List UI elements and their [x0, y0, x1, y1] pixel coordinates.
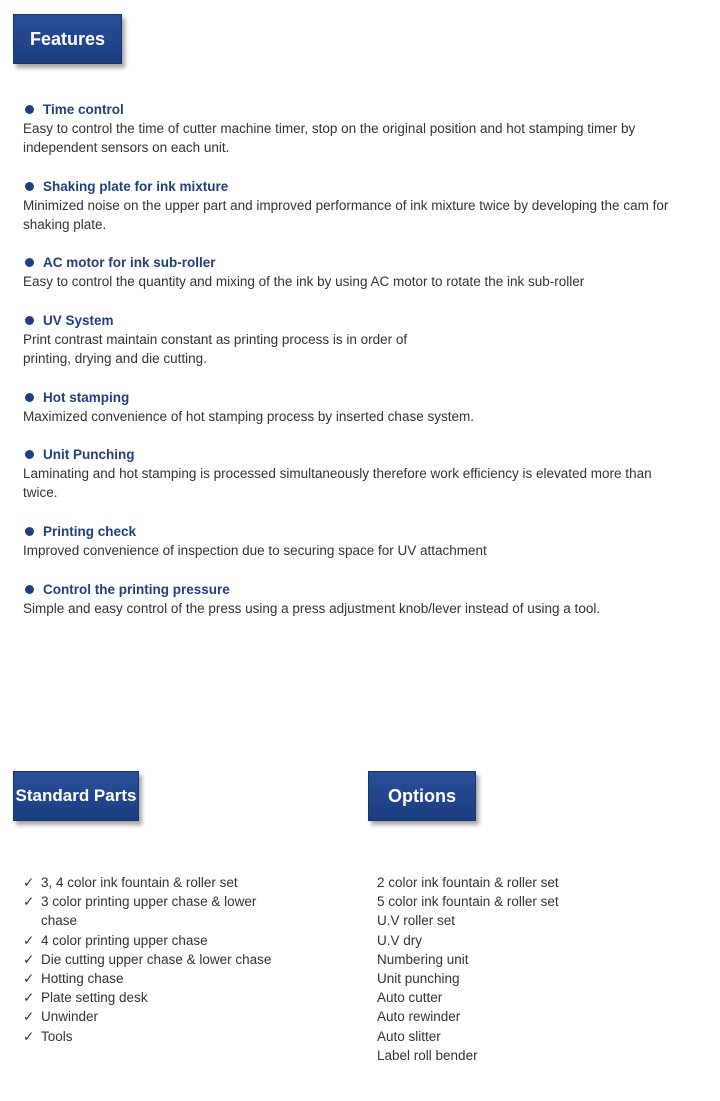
standard-parts-list — [23, 873, 273, 1046]
feature-item — [23, 253, 688, 291]
feature-title: Time control — [43, 102, 124, 117]
feature-title: Printing check — [43, 524, 137, 539]
feature-description: Easy to control the quantity and mixing of the ink by using AC motor to rotate the ink sub-roller — [23, 274, 585, 289]
list-item-label: Unwinder — [41, 1009, 99, 1025]
checkmark-icon: ✓ — [23, 932, 35, 948]
list-item — [23, 873, 273, 892]
list-item: Label roll bender — [377, 1047, 478, 1063]
list-item-label: Tools — [41, 1028, 73, 1044]
feature-title: UV System — [43, 313, 114, 328]
checkmark-icon: ✓ — [23, 951, 35, 967]
list-item-label: 3 color printing upper chase & lower chase — [41, 894, 257, 929]
list-item — [23, 969, 273, 988]
bullet-dot-icon — [25, 105, 34, 114]
feature-description: Laminating and hot stamping is processed simultaneously therefore work efficiency is elevated more than twice. — [23, 466, 652, 500]
list-item — [23, 892, 273, 930]
bullet-dot-icon — [25, 258, 34, 267]
bullet-dot-icon — [25, 182, 34, 191]
checkmark-icon: ✓ — [23, 875, 35, 890]
features-header: Features — [13, 14, 122, 64]
bullet-dot-icon — [25, 585, 34, 594]
feature-item — [23, 445, 688, 502]
list-item-label: Hotting chase — [41, 971, 124, 987]
bullet-dot-icon — [25, 393, 34, 402]
bullet-dot-icon — [25, 527, 34, 536]
checkmark-icon: ✓ — [23, 1028, 35, 1044]
feature-description: Easy to control the time of cutter machine timer, stop on the original position and hot stamping timer by independent sensors on each unit. — [23, 121, 636, 155]
checkmark-icon: ✓ — [23, 894, 35, 910]
feature-description: Print contrast maintain constant as printing process is in order of printing, drying and die cutting. — [23, 332, 408, 366]
feature-description: Minimized noise on the upper part and improved performance of ink mixture twice by developing the cam for shaking plate. — [23, 198, 669, 232]
checkmark-icon: ✓ — [23, 1009, 35, 1025]
feature-description: Simple and easy control of the press using a press adjustment knob/lever instead of using a tool. — [23, 601, 601, 616]
list-item: Unit punching — [377, 971, 460, 987]
bullet-dot-icon — [25, 316, 34, 325]
feature-item — [23, 388, 688, 426]
list-item-label: Die cutting upper chase & lower chase — [41, 951, 272, 967]
list-item — [23, 950, 273, 969]
feature-title: AC motor for ink sub-roller — [43, 255, 216, 270]
feature-item — [23, 177, 688, 234]
feature-description: Improved convenience of inspection due to securing space for UV attachment — [23, 543, 487, 558]
feature-item — [23, 580, 688, 618]
bullet-dot-icon — [25, 450, 34, 459]
list-item — [23, 1027, 273, 1046]
feature-description: Maximized convenience of hot stamping process by inserted chase system. — [23, 409, 474, 424]
list-item — [23, 931, 273, 950]
list-item — [23, 988, 273, 1007]
list-item: U.V dry — [377, 932, 423, 948]
list-item: Auto slitter — [377, 1028, 441, 1044]
feature-title: Hot stamping — [43, 390, 130, 405]
list-item-label: Plate setting desk — [41, 990, 148, 1006]
checkmark-icon: ✓ — [23, 990, 35, 1006]
list-item: 5 color ink fountain & roller set — [377, 894, 559, 910]
list-item: Auto cutter — [377, 990, 443, 1006]
options-list — [377, 873, 637, 1065]
list-item-label: 4 color printing upper chase — [41, 932, 208, 948]
list-item — [23, 1007, 273, 1026]
feature-title: Unit Punching — [43, 447, 135, 462]
options-header: Options — [368, 771, 476, 821]
feature-title: Control the printing pressure — [43, 582, 230, 597]
list-item: Numbering unit — [377, 951, 469, 967]
feature-item — [23, 311, 453, 368]
feature-item — [23, 100, 688, 157]
feature-title: Shaking plate for ink mixture — [43, 179, 229, 194]
standard-parts-header: Standard Parts — [13, 771, 139, 821]
feature-item — [23, 522, 688, 560]
list-item: U.V roller set — [377, 913, 456, 929]
list-item: 2 color ink fountain & roller set — [377, 875, 559, 890]
checkmark-icon: ✓ — [23, 971, 35, 987]
list-item-label: 3, 4 color ink fountain & roller set — [41, 875, 238, 890]
list-item: Auto rewinder — [377, 1009, 461, 1025]
